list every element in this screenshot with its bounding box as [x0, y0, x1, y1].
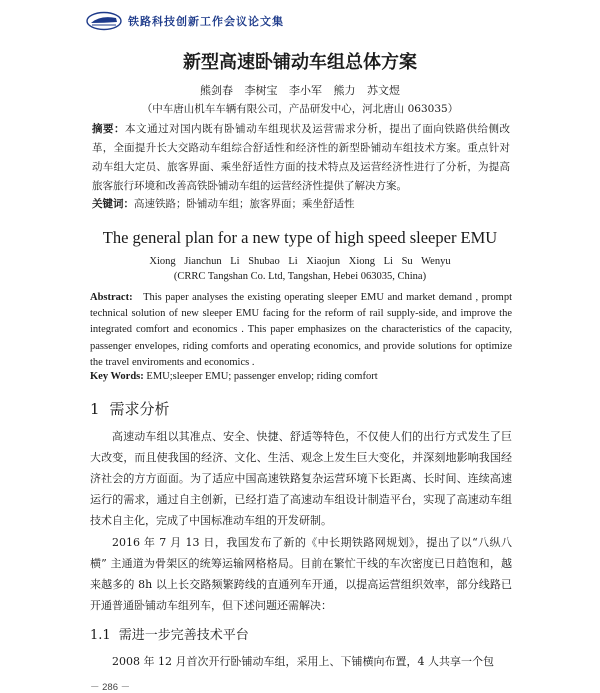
- train-logo-icon: [86, 11, 122, 31]
- keywords-en-label: Key Words:: [90, 371, 144, 382]
- section-1-number: 1: [90, 400, 100, 418]
- abstract-cn-text: 本文通过对国内既有卧铺动车组现状及运营需求分析，提出了面向铁路供给侧改革，全面提升长大交路动车组综合舒适性和经济性的新型卧铺动车组技术方案。重点针对动车组大定员、旅客界面、乘坐舒适性方面的技术特点及运营经济性进行了分析，为提高旅客旅行环境和改善高铁卧铺动车组的运营经济性提供了解决方案。: [92, 123, 511, 192]
- section-1-1-title: 需进一步完善技术平台: [118, 628, 249, 643]
- abstract-en-text: This paper analyses the existing operating sleeper EMU and market demand , prompt technical solution of new sleeper EMU facing for the reform of rail supply-side, and improve the integrated comfort and economics . This paper emphasizes on the characteristics of the capacity, passenger envelopes, riding comforts and operating economics, and provide solutions for optimize the travel enviroments and economics .: [90, 292, 512, 368]
- abstract-cn-label: 摘要：: [92, 123, 126, 135]
- body-paragraph: 2008 年 12 月首次开行卧铺动车组，采用上、下铺横向布置，4 人共享一个包: [112, 655, 494, 668]
- section-1-1-heading: [90, 624, 249, 643]
- keywords-en-text: EMU;sleeper EMU; passenger envelop; riding comfort: [146, 371, 378, 382]
- keywords-cn: [92, 196, 510, 211]
- abstract-en: [90, 290, 512, 371]
- section-1-1-number: 1.1: [90, 628, 111, 643]
- paper-title-cn: 新型高速卧铺动车组总体方案: [183, 52, 417, 73]
- authors-cn: 熊剑春 李树宝 李小军 熊力 苏文煜: [200, 84, 400, 97]
- keywords-cn-text: 高速铁路；卧铺动车组；旅客界面；乘坐舒适性: [134, 198, 355, 210]
- keywords-cn-label: 关键词：: [92, 198, 134, 210]
- paper-title-en: The general plan for a new type of high speed sleeper EMU: [102, 228, 498, 247]
- authors-en: Xiong Jianchun Li Shubao Li Xiaojun Xiong Li Su Wenyu: [149, 256, 451, 267]
- abstract-en-label: Abstract:: [90, 292, 133, 303]
- body-paragraph: 2016 年 7 月 13 日，我国发布了新的《中长期铁路网规划》，提出了以“八纵八横” 主通道为骨架区的统筹运输网格格局。目前在繁忙干线的车次密度已日趋饱和，越来越多的 8h 以上长交路频繁跨线的直通列车开通，以提高运营组织效率，部分线路已开通普通卧铺动车组列车，但下述问题还需解决：: [90, 536, 512, 612]
- abstract-cn: [92, 120, 510, 196]
- journal-header: [86, 10, 284, 32]
- body-paragraph: 高速动车组以其准点、安全、快捷、舒适等特色，不仅使人们的出行方式发生了巨大改变，而且使我国的经济、文化、生活、观念上发生巨大变化，并深刻地影响我国经济社会的方方面面。为了适应中国高速铁路复杂运营环境下长距离、长时间、连续高速运行的需求，通过自主创新，已经打造了高速动车组设计制造平台，实现了高速动车组技术自主化，完成了中国标准动车组的开发研制。: [90, 430, 512, 527]
- section-1-title: 需求分析: [109, 400, 170, 418]
- page-number: － 286 －: [90, 682, 131, 693]
- affiliation-cn: （中车唐山机车车辆有限公司，产品研发中心，河北唐山 063035）: [141, 103, 459, 115]
- journal-name: 铁路科技创新工作会议论文集: [128, 15, 284, 28]
- section-1-heading: [90, 398, 170, 419]
- affiliation-en: (CRRC Tangshan Co. Ltd, Tangshan, Hebei 063035, China): [173, 271, 427, 282]
- keywords-en: [90, 371, 512, 382]
